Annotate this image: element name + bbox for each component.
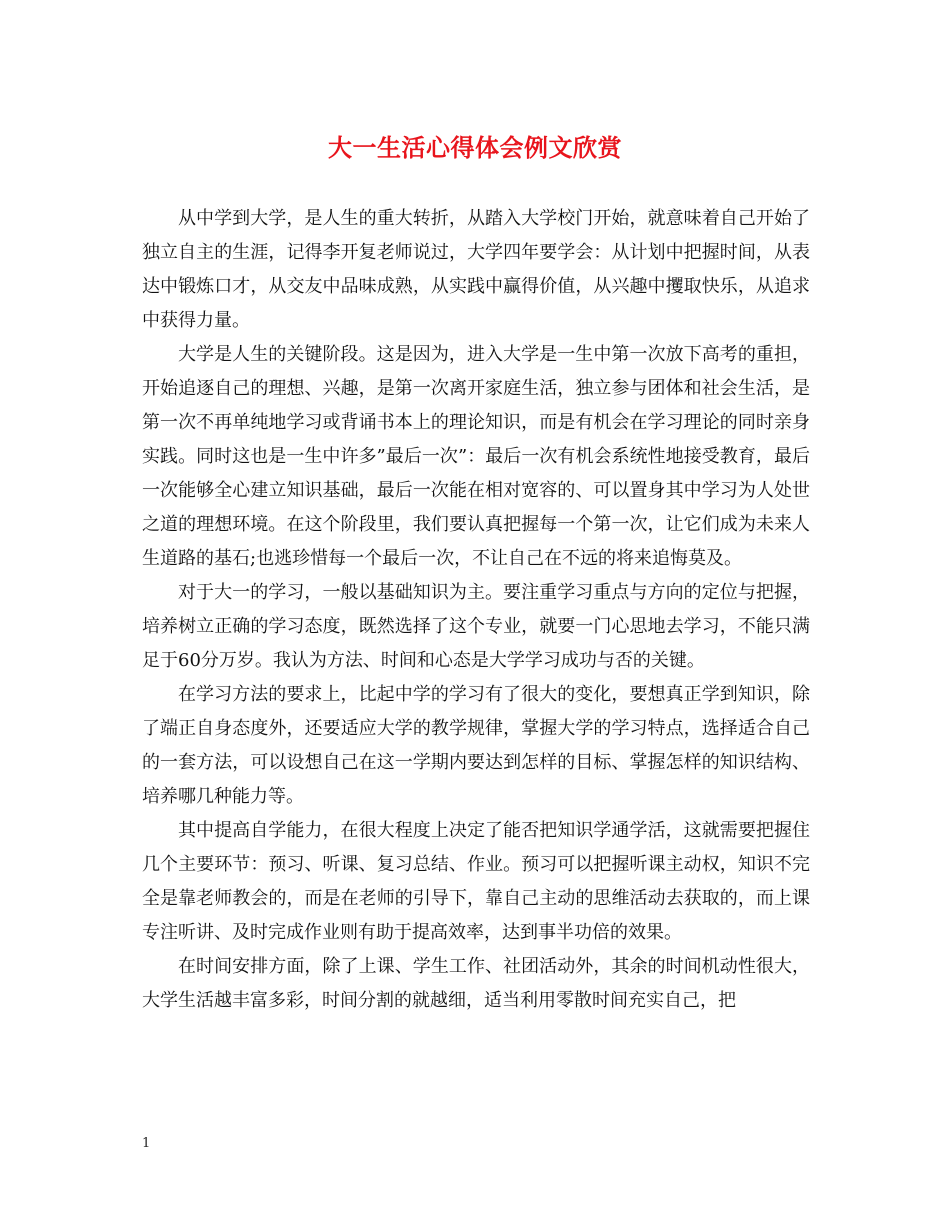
page-number: 1 [142,1136,151,1151]
document-body [142,202,810,1018]
paragraph-2: 大学是人生的关键阶段。这是因为，进入大学是一生中第一次放下高考的重担，开始追逐自己的理想、兴趣，是第一次离开家庭生活，独立参与团体和社会生活，是第一次不再单纯地学习或背诵书本上的理论知识，而是有机会在学习理论的同时亲身实践。同时这也是一生中许多”最后一次”：最后一次有机会系统性地接受教育，最后一次能够全心建立知识基础，最后一次能在相对宽容的、可以置身其中学习为人处世之道的理想环境。在这个阶段里，我们要认真把握每一个第一次，让它们成为未来人生道路的基石;也逃珍惜每一个最后一次，不让自己在不远的将来追悔莫及。 [142,344,810,569]
document-title: 大一生活心得体会例文欣赏 [328,133,622,162]
paragraph-4: 在学习方法的要求上，比起中学的学习有了很大的变化，要想真正学到知识，除了端正自身态度外，还要适应大学的教学规律，掌握大学的学习特点，选择适合自己的一套方法，可以设想自己在这一学期内要达到怎样的目标、掌握怎样的知识结构、培养哪几种能力等。 [142,684,810,807]
paragraph-6: 在时间安排方面，除了上课、学生工作、社团活动外，其余的时间机动性很大，大学生活越丰富多彩，时间分割的就越细，适当利用零散时间充实自己，把 [142,956,810,1011]
paragraph-1: 从中学到大学，是人生的重大转折，从踏入大学校门开始，就意味着自己开始了独立自主的生涯，记得李开复老师说过，大学四年要学会：从计划中把握时间，从表达中锻炼口才，从交友中品味成熟，从实践中赢得价值，从兴趣中攫取快乐，从追求中获得力量。 [142,208,810,331]
paragraph-3: 对于大一的学习，一般以基础知识为主。要注重学习重点与方向的定位与把握，培养树立正确的学习态度，既然选择了这个专业，就要一门心思地去学习，不能只满足于60分万岁。我认为方法、时间和心态是大学学习成功与否的关键。 [142,582,810,671]
paragraph-5: 其中提高自学能力，在很大程度上决定了能否把知识学通学活，这就需要把握住几个主要环节：预习、听课、复习总结、作业。预习可以把握听课主动权，知识不完全是靠老师教会的，而是在老师的引导下，靠自己主动的思维活动去获取的，而上课专注听讲、及时完成作业则有助于提高效率，达到事半功倍的效果。 [142,820,810,943]
